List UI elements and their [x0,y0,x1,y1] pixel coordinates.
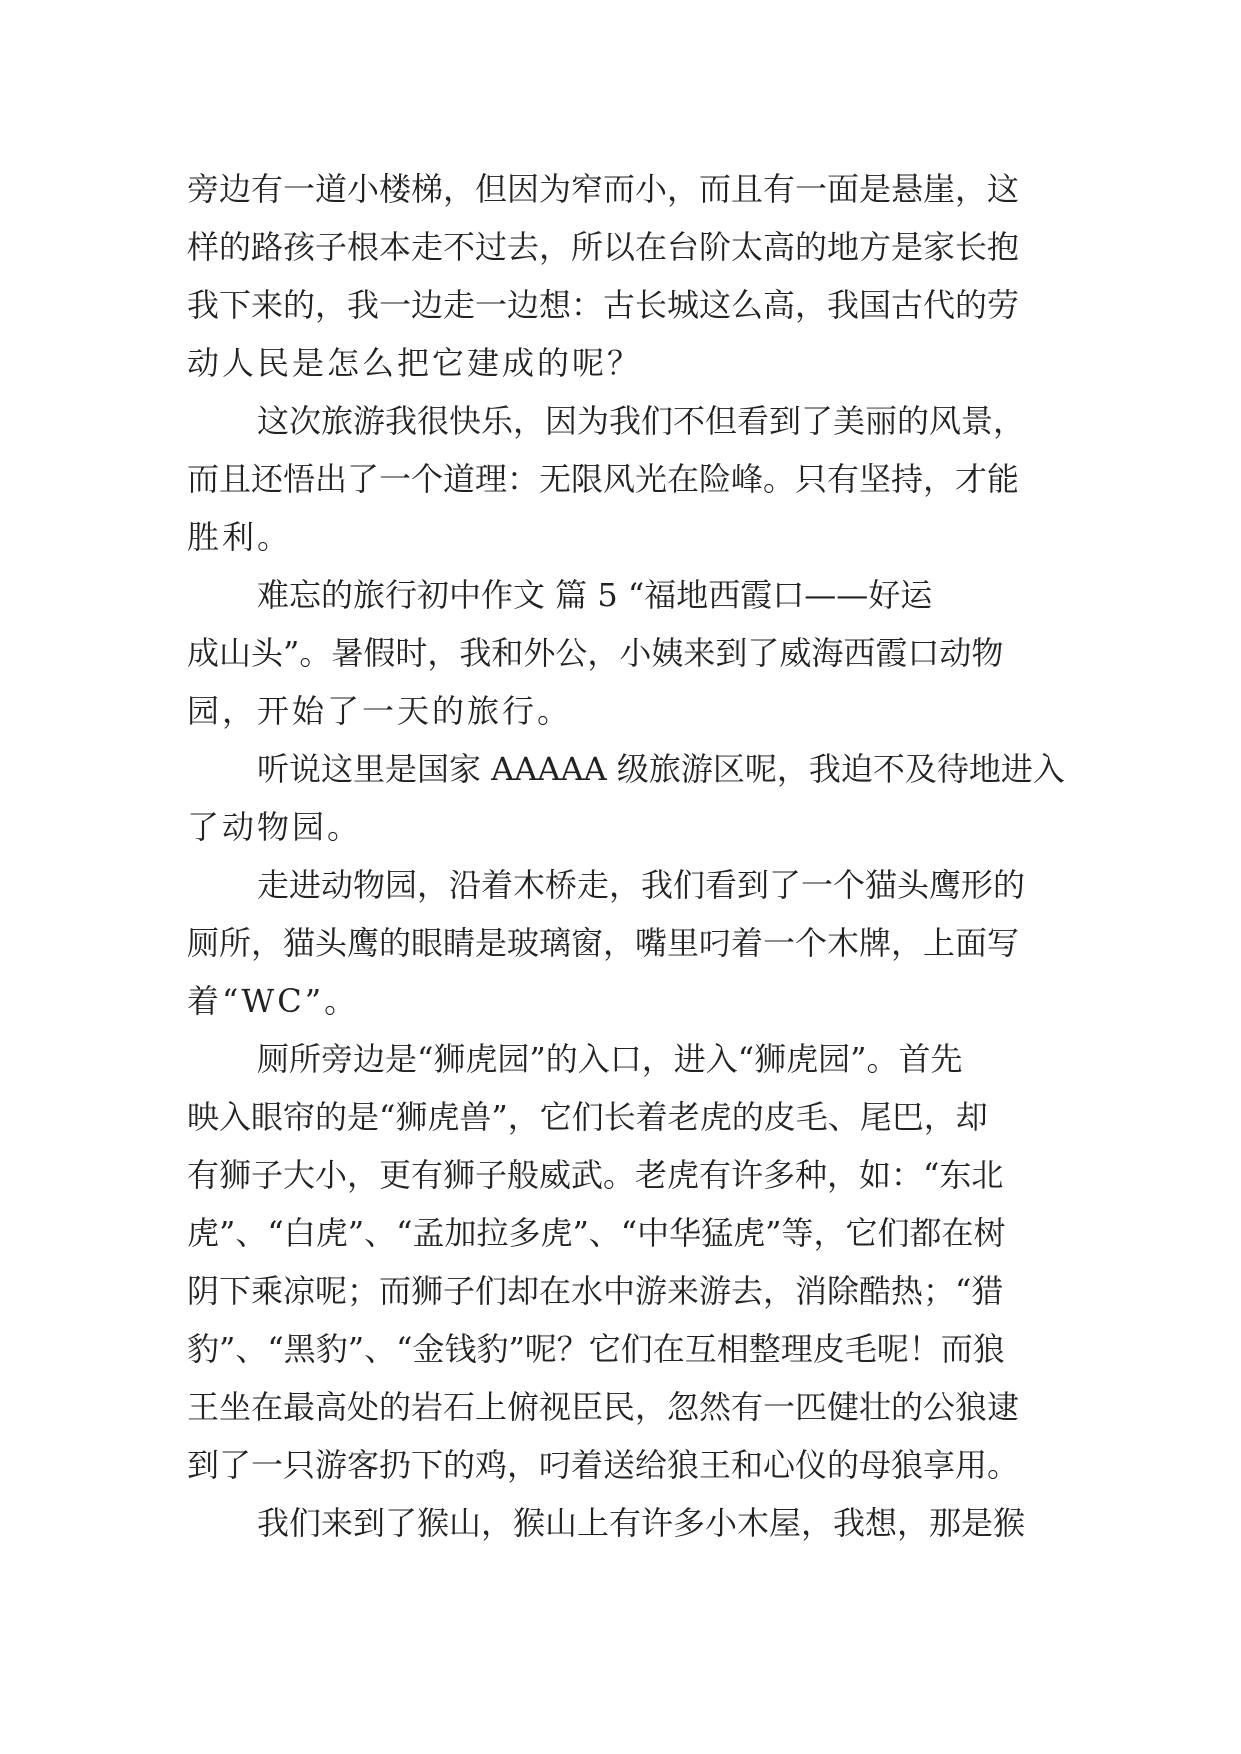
text-line: 动人民是怎么把它建成的呢？ [187,344,643,382]
text-line: 我下来的，我一边走一边想：古长城这么高，我国古代的劳 [187,286,1020,324]
text-line: 胜利。 [187,518,293,556]
text-line: 走进动物园，沿着木桥走，我们看到了一个猫头鹰形的 [257,866,1026,904]
text-line: 成山头”。暑假时，我和外公，小姨来到了威海西霞口动物 [187,634,1004,672]
text-line: 有狮子大小，更有狮子般威武。老虎有许多种，如：“东北 [187,1156,1004,1194]
text-line: 阴下乘凉呢；而狮子们却在水中游来游去，消除酷热；“猎 [187,1272,1004,1310]
text-line: 了动物园。 [187,808,363,846]
text-line: 听说这里是国家 AAAAA 级旅游区呢，我迫不及待地进入 [257,750,1065,788]
text-line: 厕所旁边是“狮虎园”的入口，进入“狮虎园”。首先 [257,1040,963,1078]
text-line: 我们来到了猴山，猴山上有许多小木屋，我想，那是猴 [257,1504,1026,1542]
text-line: 厕所，猫头鹰的眼睛是玻璃窗，嘴里叼着一个木牌，上面写 [187,924,1020,962]
text-line: 王坐在最高处的岩石上俯视臣民，忽然有一匹健壮的公狼逮 [187,1388,1020,1426]
text-line: 这次旅游我很快乐，因为我们不但看到了美丽的风景， [257,402,1026,440]
text-line: 映入眼帘的是“狮虎兽”，它们长着老虎的皮毛、尾巴，却 [187,1098,988,1136]
text-line: 旁边有一道小楼梯，但因为窄而小，而且有一面是悬崖，这 [187,170,1020,208]
text-line: 着“WC”。 [187,982,360,1020]
text-line: 样的路孩子根本走不过去，所以在台阶太高的地方是家长抱 [187,228,1020,266]
text-line: 园，开始了一天的旅行。 [187,692,573,730]
text-line: 豹”、“黑豹”、“金钱豹”呢？它们在互相整理皮毛呢！而狼 [187,1330,1005,1368]
text-line: 而且还悟出了一个道理：无限风光在险峰。只有坚持，才能 [187,460,1020,498]
text-line: 难忘的旅行初中作文 篇 5 “福地西霞口——好运 [257,576,933,614]
text-line: 虎”、“白虎”、“孟加拉多虎”、“中华猛虎”等，它们都在树 [187,1214,1006,1252]
text-line: 到了一只游客扔下的鸡，叼着送给狼王和心仪的母狼享用。 [187,1446,1020,1484]
document-body [187,160,1077,1552]
